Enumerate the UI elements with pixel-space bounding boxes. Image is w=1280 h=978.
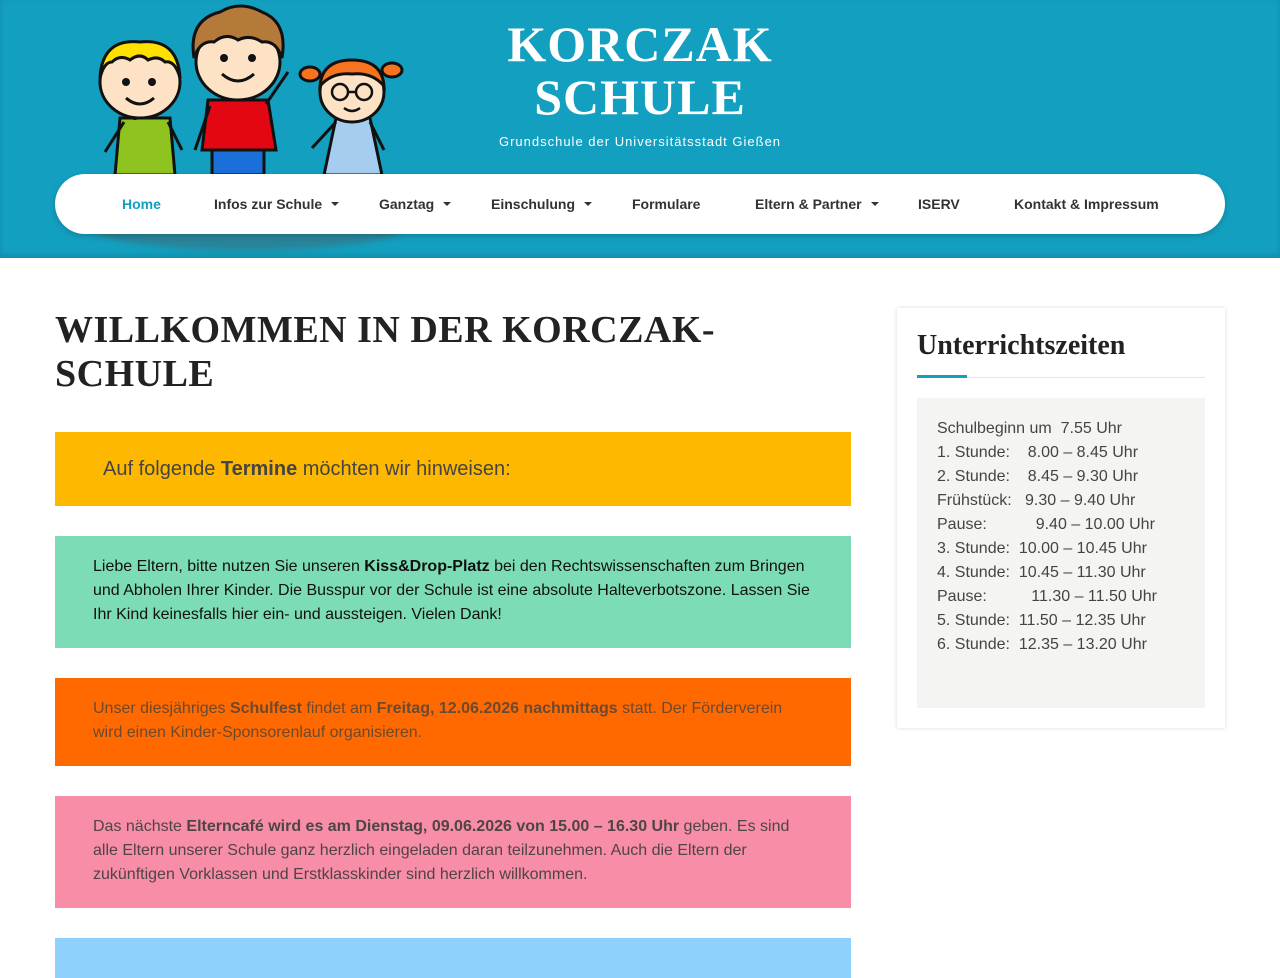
schedule-line: Frühstück: 9.30 – 9.40 Uhr xyxy=(937,492,1136,509)
notice-bold-text: Freitag, 12.06.2026 nachmittags xyxy=(376,700,618,717)
notice-elterncafe xyxy=(55,796,851,908)
notice-text: Das nächste xyxy=(93,818,187,835)
chevron-down-icon[interactable] xyxy=(331,202,339,206)
nav-label[interactable]: Infos zur Schule xyxy=(214,196,323,212)
notice-bold-text: Termine xyxy=(220,458,298,480)
widget-accent-bar xyxy=(917,375,967,378)
main-navigation xyxy=(55,174,1225,234)
notice-text: findet am xyxy=(301,700,377,717)
page-title: WILLKOMMEN IN DER KORCZAK-SCHULE xyxy=(55,309,716,395)
sidebar-widget-unterrichtszeiten xyxy=(897,308,1225,728)
schedule-line: Schulbeginn um 7.55 Uhr xyxy=(937,420,1122,437)
schedule-line: 5. Stunde: 11.50 – 12.35 Uhr xyxy=(937,612,1146,629)
nav-item-iserv[interactable] xyxy=(918,174,960,234)
notice-bold-text: Elterncafé wird es am Dienstag, 09.06.2026 von 15.00 – 16.30 Uhr xyxy=(186,818,680,835)
chevron-down-icon[interactable] xyxy=(443,202,451,206)
notice-text: geben. Es sind alle Eltern unserer Schule ganz herzlich eingeladen daran teilzunehmen. Auch die Eltern der zukünftigen Vorklassen und Erstklasskinder sind herzlich willkommen. xyxy=(93,818,790,883)
nav-item-infos-zur-schule[interactable] xyxy=(214,174,339,234)
schedule-line: 2. Stunde: 8.45 – 9.30 Uhr xyxy=(937,468,1139,485)
chevron-down-icon[interactable] xyxy=(871,202,879,206)
nav-label[interactable]: Kontakt & Impressum xyxy=(1014,196,1159,212)
notice-bold-text: Schulfest xyxy=(229,700,302,717)
nav-label[interactable]: Home xyxy=(122,196,161,212)
nav-item-ganztag[interactable] xyxy=(379,174,451,234)
nav-label[interactable]: Formulare xyxy=(632,196,701,212)
site-title-line2[interactable]: SCHULE xyxy=(534,69,746,125)
boy-figure xyxy=(100,42,182,175)
nav-item-kontakt-impressum[interactable] xyxy=(1014,174,1159,234)
children-logo-illustration[interactable] xyxy=(90,0,420,175)
nav-item-einschulung[interactable] xyxy=(491,174,592,234)
site-tagline: Grundschule der Universitätsstadt Gießen xyxy=(498,134,782,149)
nav-label[interactable]: Eltern & Partner xyxy=(755,196,862,212)
notice-schulfest xyxy=(55,678,851,766)
boy-tall-figure xyxy=(193,6,288,175)
nav-item-formulare[interactable] xyxy=(632,174,700,234)
nav-item-eltern-partner[interactable] xyxy=(755,174,879,234)
notice-text: Liebe Eltern, bitte nutzen Sie unseren xyxy=(93,558,365,575)
site-title-line1[interactable]: KORCZAK xyxy=(507,16,773,72)
notice-text: Unser diesjähriges xyxy=(93,700,230,717)
schedule-line: 6. Stunde: 12.35 – 13.20 Uhr xyxy=(937,636,1147,653)
nav-label[interactable]: Einschulung xyxy=(491,196,575,212)
schedule-line: Pause: 9.40 – 10.00 Uhr xyxy=(937,516,1155,533)
schedule-line: 3. Stunde: 10.00 – 10.45 Uhr xyxy=(937,540,1147,557)
chevron-down-icon[interactable] xyxy=(584,202,592,206)
nav-item-home[interactable] xyxy=(122,174,161,234)
schedule-box xyxy=(917,398,1205,708)
notice-text: Auf folgende xyxy=(103,458,221,480)
notice-text: bei den Rechtswissenschaften zum Bringen und Abholen Ihrer Kinder. Die Busspur vor der Schule ist eine absolute Halteverbotszone. Lassen Sie Ihr Kind keinesfalls hier ein- und aussteigen. Vielen Dank! xyxy=(93,558,810,623)
girl-figure xyxy=(300,60,402,175)
site-title[interactable] xyxy=(440,18,840,124)
schedule-line: Pause: 11.30 – 11.50 Uhr xyxy=(937,588,1157,605)
notice-text: statt. Der Förderverein wird einen Kinder-Sponsorenlauf organisieren. xyxy=(93,700,783,741)
notice-next xyxy=(55,938,851,978)
notice-kiss-drop xyxy=(55,536,851,648)
notice-termine xyxy=(55,432,851,506)
nav-label[interactable]: ISERV xyxy=(918,196,960,212)
schedule-line: 1. Stunde: 8.00 – 8.45 Uhr xyxy=(937,444,1139,461)
site-header xyxy=(0,0,1280,258)
widget-title: Unterrichtszeiten xyxy=(917,330,1126,361)
notice-text: möchten wir hinweisen: xyxy=(297,458,511,480)
nav-label[interactable]: Ganztag xyxy=(379,196,435,212)
notice-bold-text: Kiss&Drop-Platz xyxy=(364,558,490,575)
schedule-line: 4. Stunde: 10.45 – 11.30 Uhr xyxy=(937,564,1146,581)
